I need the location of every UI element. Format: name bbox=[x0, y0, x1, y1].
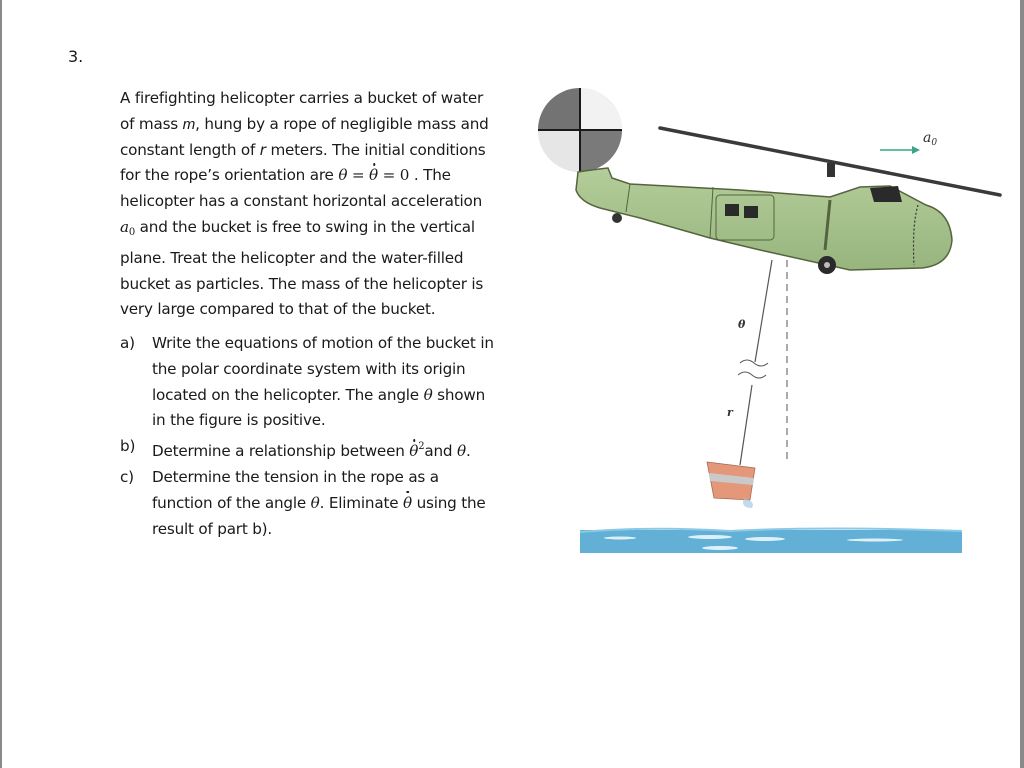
statement-line: helicopter has a constant horizontal acceleration bbox=[120, 192, 483, 211]
statement-line: very large compared to that of the bucket. bbox=[120, 300, 436, 319]
tail-rotor-icon bbox=[538, 88, 622, 172]
helicopter-figure bbox=[530, 80, 1010, 570]
scrollbar-edge bbox=[1020, 0, 1024, 768]
problem-number: 3. bbox=[68, 47, 84, 66]
theta-dot-symbol: θ bbox=[369, 163, 378, 189]
statement-line: plane. Treat the helicopter and the water-filled bbox=[120, 248, 464, 267]
var-a0: a bbox=[120, 217, 129, 236]
statement-line: for the rope’s orientation are θ = θ = 0 . The bbox=[120, 163, 530, 189]
acceleration-label: $a_0$ bbox=[923, 130, 938, 148]
part-label: b) bbox=[120, 437, 136, 456]
theta-dot-symbol: θ bbox=[409, 439, 418, 465]
part-a: a) Write the equations of motion of the bucket in the polar coordinate system with its origin located on the helicopter. The angle θ shown in the figure is positive. bbox=[120, 331, 530, 434]
part-b: b) Determine a relationship between $\theta^2and$ θ. bbox=[120, 434, 530, 465]
rope bbox=[755, 260, 772, 362]
var-m: m bbox=[182, 115, 196, 133]
theta-label: θ bbox=[738, 318, 746, 331]
question-parts bbox=[120, 331, 530, 542]
helicopter-illustration bbox=[530, 80, 1010, 570]
part-label: a) bbox=[120, 334, 135, 352]
fuselage bbox=[576, 168, 952, 270]
problem-statement bbox=[120, 86, 530, 323]
bucket-icon bbox=[707, 462, 755, 508]
theta-dot-symbol: θ bbox=[403, 491, 412, 517]
statement-line: of mass m, hung by a rope of negligible mass and bbox=[120, 114, 489, 133]
theta-symbol: θ bbox=[338, 166, 348, 185]
statement-line: $a_0$ and the bucket is free to swing in the vertical bbox=[120, 217, 475, 238]
statement-line: A firefighting helicopter carries a bucket of water bbox=[120, 89, 484, 107]
water-surface bbox=[580, 529, 962, 554]
part-label: c) bbox=[120, 467, 134, 486]
statement-line: constant length of r meters. The initial conditions bbox=[120, 140, 486, 159]
page-border-left bbox=[0, 0, 2, 768]
arrow-right-icon bbox=[880, 146, 920, 154]
statement-line: bucket as particles. The mass of the helicopter is bbox=[120, 274, 484, 293]
part-c: c) Determine the tension in the rope as a function of the angle θ. Eliminate θ using the result of part b). bbox=[120, 465, 530, 542]
main-rotor bbox=[660, 128, 1000, 195]
var-r: r bbox=[259, 140, 266, 159]
rope-length-label: r bbox=[727, 406, 733, 419]
